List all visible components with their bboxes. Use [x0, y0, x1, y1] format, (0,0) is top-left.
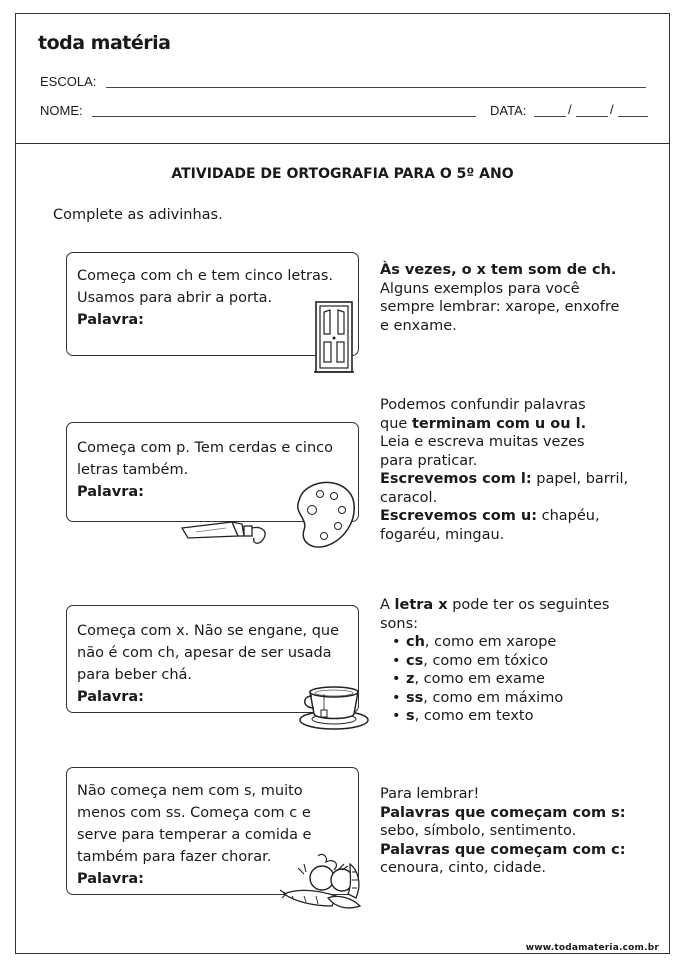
tip-text: caracol.: [380, 489, 438, 506]
answer-label: Palavra:: [77, 312, 144, 328]
logo: toda matéria: [38, 32, 171, 54]
list-item: [390, 633, 610, 652]
sound-example: , como em xarope: [424, 634, 557, 650]
tip-text: para praticar.: [380, 452, 478, 469]
riddle-text: Começa com p. Tem cerdas e cinco: [77, 440, 333, 456]
tip-text: papel, barril,: [531, 471, 629, 487]
list-item: [390, 670, 610, 689]
tip-emphasis: Palavras que começam com c:: [380, 841, 626, 858]
tip-text: fogaréu, mingau.: [380, 526, 505, 543]
sounds-list: [390, 633, 610, 726]
name-label: NOME:: [40, 103, 83, 118]
tip-text: pode ter os seguintes: [447, 597, 610, 613]
riddle-text: Não começa nem com s, muito: [77, 783, 303, 799]
tip-text: que: [380, 415, 412, 432]
date-label: DATA:: [490, 103, 527, 118]
riddle-text: não é com ch, apesar de ser usada: [77, 645, 332, 661]
tip-text: sempre lembrar: xarope, enxofre: [380, 299, 620, 315]
tip-letter-x: [380, 596, 610, 726]
riddle-text: para beber chá.: [77, 667, 193, 683]
date-separator: /: [610, 102, 614, 117]
riddle-text: Usamos para abrir a porta.: [77, 290, 273, 306]
date-month-line: [576, 116, 608, 117]
tip-text: Para lembrar!: [380, 786, 480, 802]
tip-text: chapéu,: [537, 508, 600, 524]
answer-label: Palavra:: [77, 484, 144, 500]
tip-emphasis: Palavras que começam com s:: [380, 804, 626, 821]
teacup-icon: [296, 684, 372, 734]
worksheet-title: ATIVIDADE DE ORTOGRAFIA PARA O 5º ANO: [171, 166, 514, 182]
tip-emphasis: Escrevemos com u:: [380, 508, 537, 524]
date-separator: /: [568, 102, 572, 117]
riddle-text: Começa com x. Não se engane, que: [77, 623, 340, 639]
school-label: ESCOLA:: [40, 74, 97, 89]
riddle-text: menos com ss. Começa com c e: [77, 805, 311, 821]
answer-label: Palavra:: [77, 689, 144, 705]
tip-emphasis: terminam com u ou l.: [411, 415, 587, 432]
tip-text: A: [380, 597, 395, 613]
sound-letter: s: [406, 708, 415, 724]
list-item: [390, 652, 610, 671]
tip-heading: Às vezes, o x tem som de ch.: [380, 262, 617, 278]
sound-letter: z: [406, 671, 415, 687]
school-line: [106, 87, 646, 88]
date-day-line: [534, 116, 566, 117]
tip-x-sound: [380, 261, 619, 335]
name-line: [92, 116, 476, 117]
tip-text: Leia e escreva muitas vezes: [380, 434, 585, 450]
sound-letter: cs: [406, 652, 424, 669]
tip-text: Podemos confundir palavras: [380, 397, 586, 413]
answer-label: Palavra:: [77, 871, 144, 887]
door-icon: [312, 300, 356, 374]
tip-text: sons:: [380, 615, 419, 632]
riddle-text: também para fazer chorar.: [77, 849, 272, 865]
list-item: [390, 707, 610, 726]
list-item: [390, 689, 610, 708]
tip-text: e enxame.: [380, 317, 457, 334]
paint-palette-icon: [176, 470, 360, 562]
sound-example: , como em tóxico: [423, 652, 549, 669]
worksheet-header: [16, 14, 669, 144]
date-year-line: [618, 116, 648, 117]
sound-example: , como em máximo: [423, 689, 564, 706]
vegetables-icon: [278, 850, 370, 914]
riddle-text: Começa com ch e tem cinco letras.: [77, 268, 334, 284]
tip-emphasis: letra x: [394, 597, 448, 613]
tip-u-or-l: [380, 396, 628, 544]
sound-example: , como em exame: [414, 671, 545, 687]
tip-s-or-c: [380, 785, 626, 878]
riddle-text: serve para temperar a comida e: [77, 827, 312, 843]
tip-text: cenoura, cinto, cidade.: [380, 860, 546, 876]
sound-letter: ch: [406, 634, 425, 650]
riddle-text: letras também.: [77, 462, 189, 478]
sound-letter: ss: [406, 689, 424, 706]
tip-text: Alguns exemplos para você: [380, 280, 580, 297]
footer-url: www.todamateria.com.br: [525, 943, 659, 953]
tip-emphasis: Escrevemos com l:: [380, 471, 532, 487]
instruction: Complete as adivinhas.: [53, 207, 223, 223]
sound-example: , como em texto: [414, 708, 534, 724]
tip-text: sebo, símbolo, sentimento.: [380, 823, 577, 839]
